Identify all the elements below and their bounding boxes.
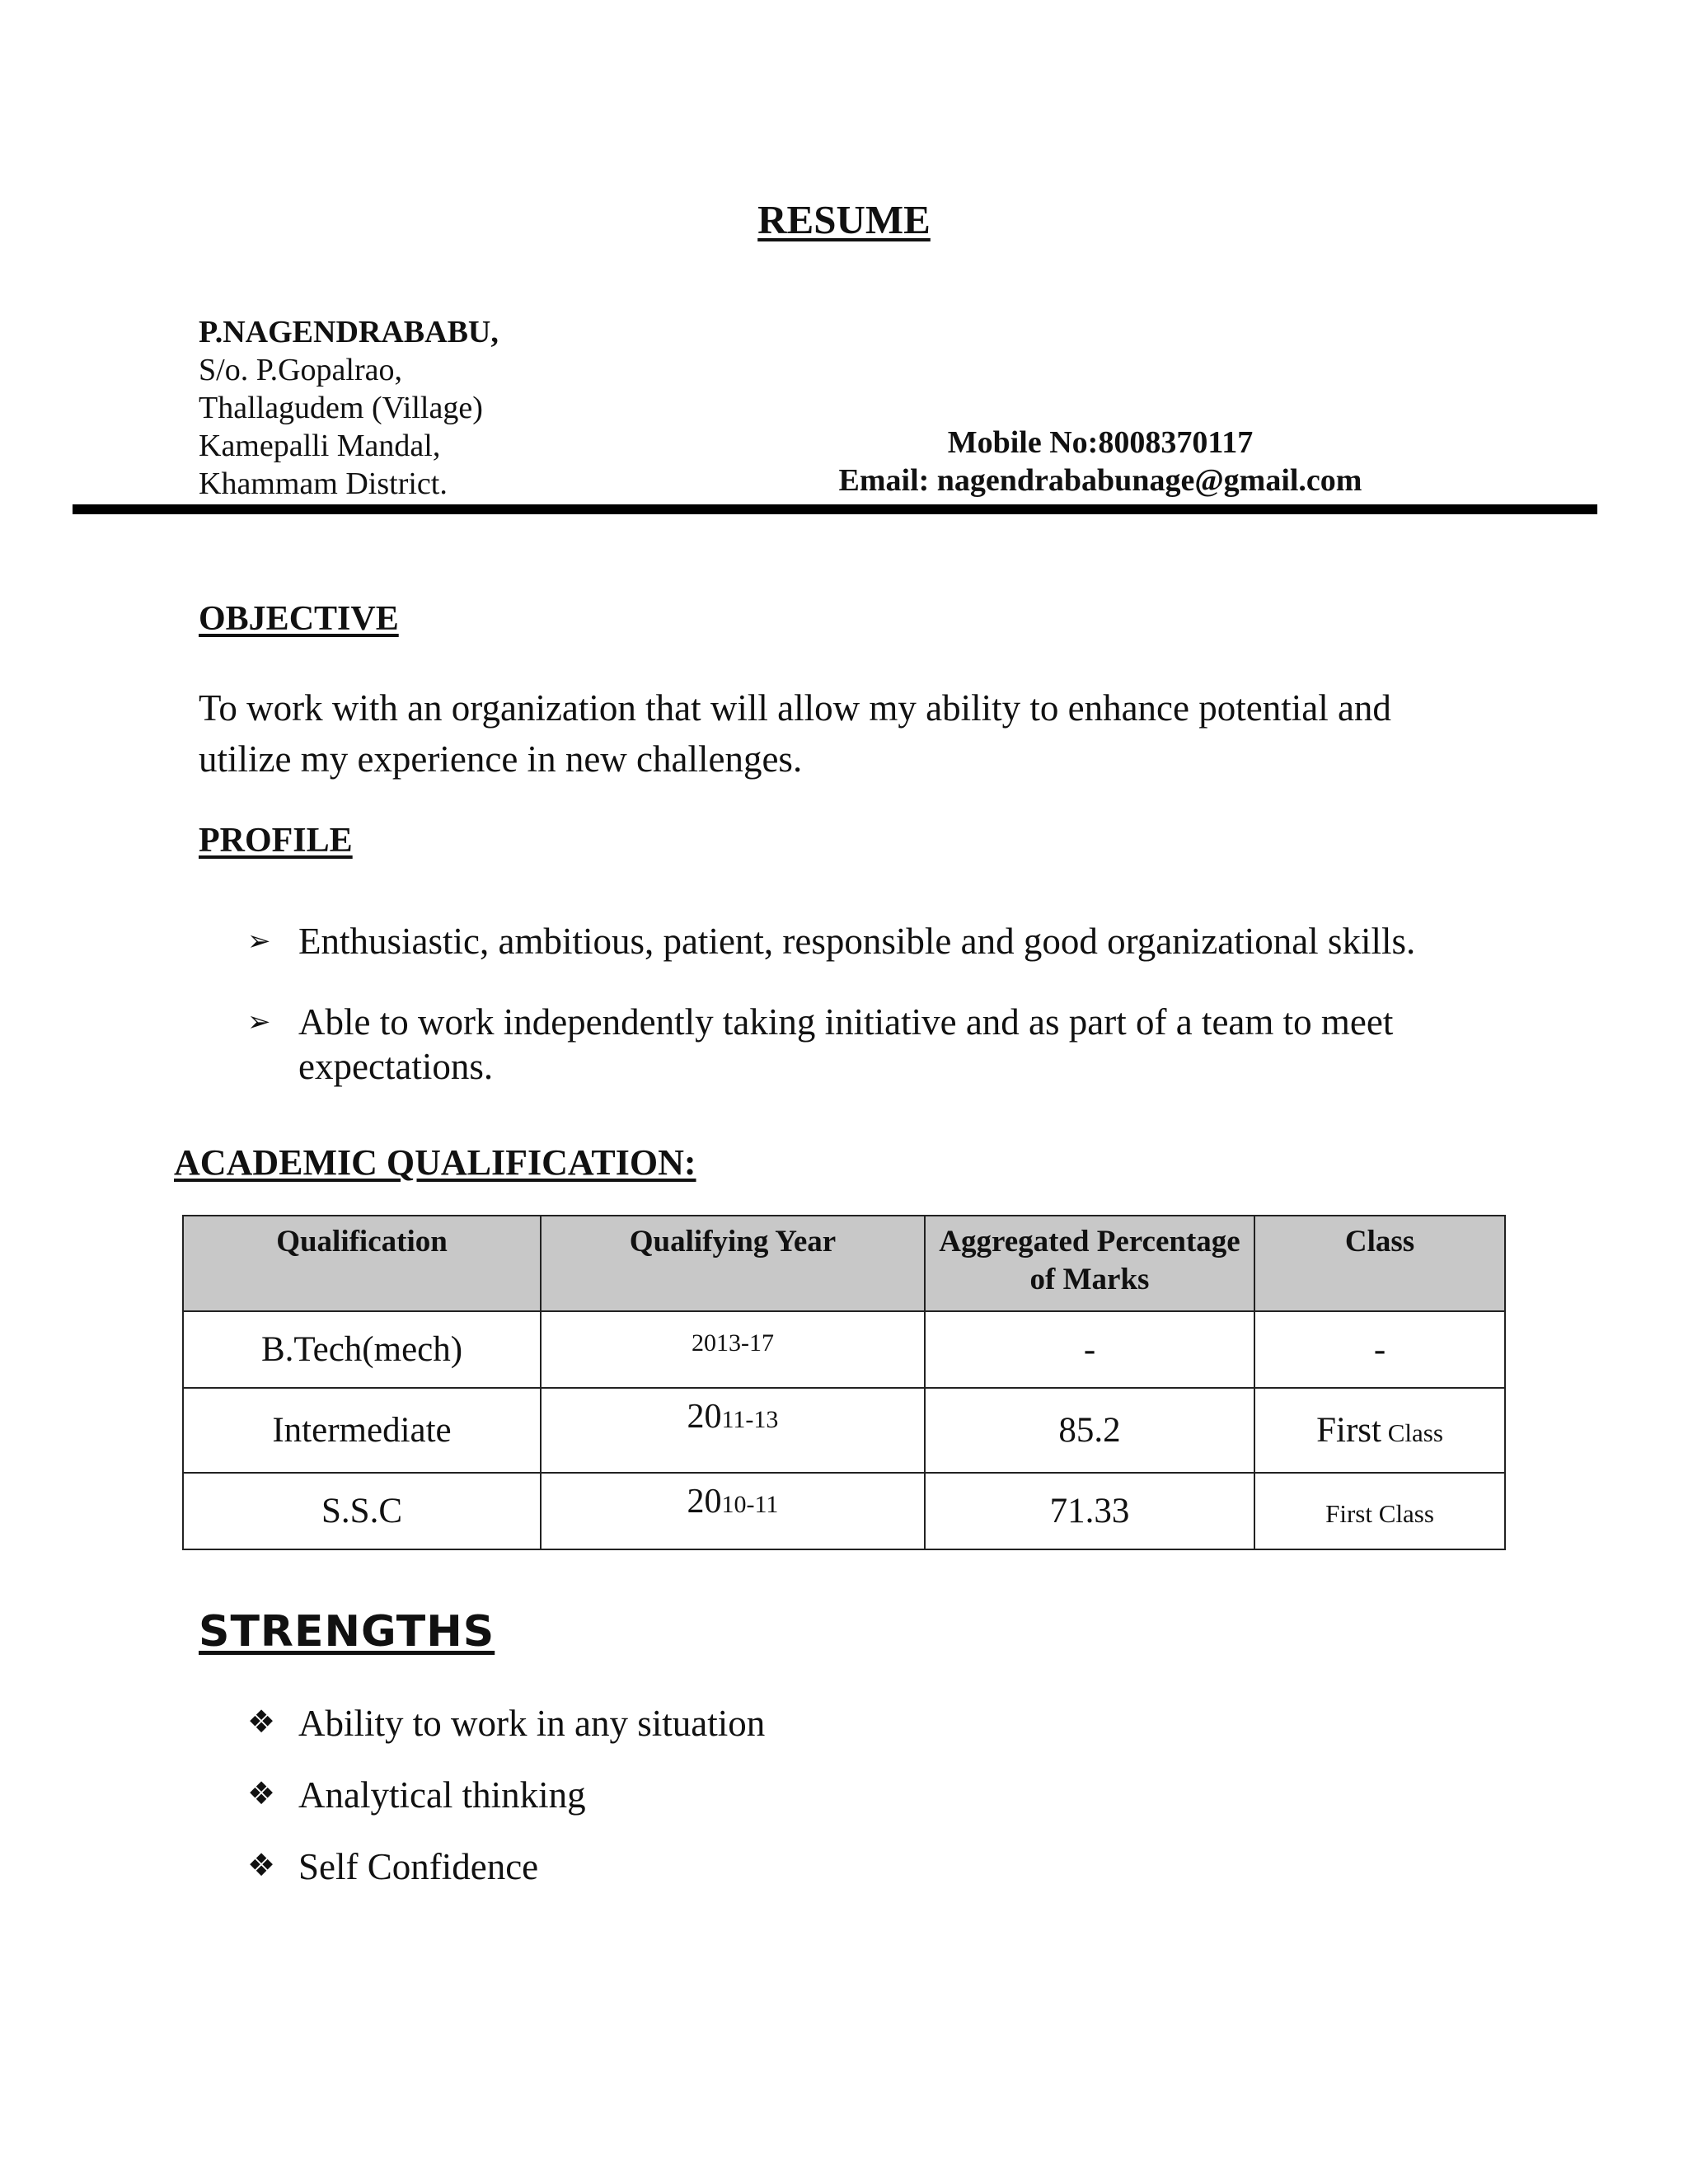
column-header: Class (1254, 1216, 1505, 1311)
email-address: Email: nagendrababunage@gmail.com (838, 463, 1362, 498)
column-header: Qualifying Year (541, 1216, 925, 1311)
year-cell (541, 1473, 925, 1549)
address-line: Khammam District. (199, 466, 448, 501)
candidate-name: P.NAGENDRABABU, (199, 315, 499, 349)
column-header: Aggregated Percentage of Marks (925, 1216, 1254, 1311)
list-item (247, 1844, 765, 1889)
year-prefix: 20 (687, 1483, 722, 1521)
table-row (183, 1388, 1505, 1473)
diamond-bullet-icon: ❖ (247, 1775, 276, 1811)
contact-block (775, 424, 1426, 499)
class-main: - (1373, 1330, 1386, 1369)
profile-item-text: Able to work independently taking initiative and as part of a team to meet expectations. (298, 1001, 1394, 1087)
arrow-bullet-icon: ➢ (247, 925, 271, 958)
address-line: S/o. P.Gopalrao, (199, 353, 402, 387)
resume-title: RESUME (757, 197, 931, 242)
address-block (199, 313, 499, 503)
list-item (247, 1773, 765, 1817)
academic-table (182, 1215, 1506, 1550)
profile-heading: PROFILE (199, 822, 353, 860)
marks-cell: 85.2 (925, 1388, 1254, 1473)
qualification-cell: B.Tech(mech) (183, 1311, 541, 1388)
header-divider (73, 504, 1597, 514)
profile-item-text: Enthusiastic, ambitious, patient, responsible and good organizational skills. (298, 921, 1416, 962)
year-suffix: 11-13 (721, 1406, 779, 1433)
academic-heading: ACADEMIC QUALIFICATION: (174, 1142, 696, 1183)
strengths-list (247, 1701, 765, 1916)
qualification-cell: Intermediate (183, 1388, 541, 1473)
class-cell (1254, 1473, 1505, 1549)
list-item (247, 1000, 1484, 1089)
class-cell (1254, 1311, 1505, 1388)
year-prefix: 20 (687, 1398, 722, 1436)
year-cell (541, 1311, 925, 1388)
address-line: Thallagudem (Village) (199, 391, 483, 425)
objective-text: To work with an organization that will allow my ability to enhance potential and utilize my experience in new challenges. (199, 687, 1391, 780)
arrow-bullet-icon: ➢ (247, 1005, 271, 1038)
diamond-bullet-icon: ❖ (247, 1704, 276, 1740)
marks-cell: 71.33 (925, 1473, 1254, 1549)
year-suffix: 2013-17 (692, 1329, 774, 1357)
column-header: Qualification (183, 1216, 541, 1311)
table-row (183, 1473, 1505, 1549)
class-suffix: First Class (1325, 1499, 1434, 1528)
profile-list (247, 919, 1484, 1125)
mobile-number: Mobile No:8008370117 (947, 425, 1254, 460)
strength-item-text: Ability to work in any situation (298, 1703, 766, 1744)
table-row (183, 1311, 1505, 1388)
strengths-heading: STRENGTHS (199, 1607, 495, 1657)
year-cell (541, 1388, 925, 1473)
address-line: Kamepalli Mandal, (199, 429, 441, 463)
table-header-row (183, 1216, 1505, 1311)
diamond-bullet-icon: ❖ (247, 1847, 276, 1883)
class-suffix: Class (1381, 1418, 1443, 1447)
strength-item-text: Analytical thinking (298, 1774, 586, 1816)
year-suffix: 10-11 (721, 1491, 779, 1518)
objective-heading: OBJECTIVE (199, 600, 399, 638)
qualification-cell: S.S.C (183, 1473, 541, 1549)
list-item (247, 1701, 765, 1746)
class-cell (1254, 1388, 1505, 1473)
list-item (247, 919, 1484, 963)
class-main: First (1316, 1411, 1381, 1450)
strength-item-text: Self Confidence (298, 1846, 539, 1887)
marks-cell: - (925, 1311, 1254, 1388)
